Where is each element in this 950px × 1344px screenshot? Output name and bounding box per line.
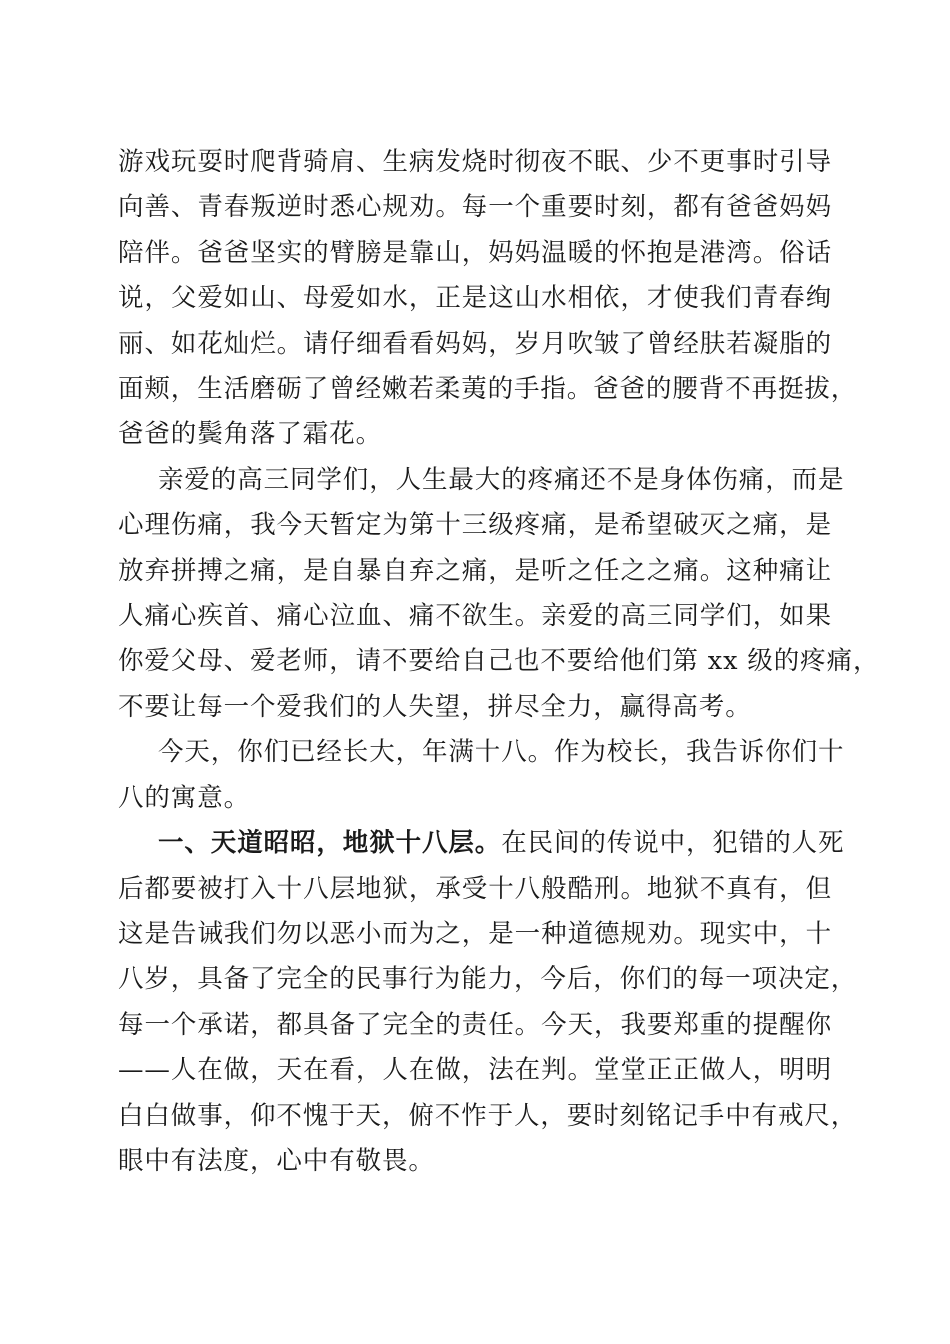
text-line: 八岁，具备了完全的民事行为能力，今后，你们的每一项决定， (118, 964, 858, 995)
text-line: 白白做事，仰不愧于天，俯不怍于人，要时刻铭记手中有戒尺， (118, 1100, 858, 1131)
text-line: 后都要被打入十八层地狱，承受十八般酷刑。地狱不真有，但 (118, 873, 832, 904)
text-line: 每一个承诺，都具备了完全的责任。今天，我要郑重的提醒你 (118, 1009, 832, 1040)
section-heading: 一、天道昭昭，地狱十八层。 (158, 828, 502, 859)
document-body (118, 140, 880, 1184)
text-line: 眼中有法度，心中有敬畏。 (118, 1145, 435, 1176)
paragraph-parents-love (118, 140, 858, 458)
paragraph-section-one (118, 821, 858, 1184)
text-line: 八的寓意。 (118, 782, 251, 813)
text-line: 这是告诫我们勿以恶小而为之，是一种道德规劝。现实中，十 (118, 918, 832, 949)
text-line: 面颊，生活磨砺了曾经嫩若柔荑的手指。爸爸的腰背不再挺拔， (118, 374, 858, 405)
text-line: 说，父爱如山、母爱如水，正是这山水相依，才使我们青春绚 (118, 283, 832, 314)
text-line: 不要让每一个爱我们的人失望，拼尽全力，赢得高考。 (118, 691, 752, 722)
paragraph-pain-level (118, 458, 880, 730)
text-fragment: 在民间的传说中，犯错的人死 (501, 828, 845, 859)
text-line: 陪伴。爸爸坚实的臂膀是靠山，妈妈温暖的怀抱是港湾。俗话 (118, 237, 832, 268)
text-line: 你爱父母、爱老师，请不要给自己也不要给他们第 xx 级的疼痛， (118, 646, 880, 677)
paragraph-coming-of-age (118, 730, 845, 821)
text-line: 丽、如花灿烂。请仔细看看妈妈，岁月吹皱了曾经肤若凝脂的 (118, 328, 832, 359)
text-line: 爸爸的鬓角落了霜花。 (118, 419, 383, 450)
text-line: 心理伤痛，我今天暂定为第十三级疼痛，是希望破灭之痛，是 (118, 510, 832, 541)
text-line: 放弃拼搏之痛，是自暴自弃之痛，是听之任之之痛。这种痛让 (118, 555, 832, 586)
text-line: ——人在做，天在看，人在做，法在判。堂堂正正做人，明明 (118, 1055, 832, 1086)
text-line: 今天，你们已经长大，年满十八。作为校长，我告诉你们十 (158, 737, 845, 768)
text-line: 人痛心疾首、痛心泣血、痛不欲生。亲爱的高三同学们，如果 (118, 601, 832, 632)
text-line: 游戏玩耍时爬背骑肩、生病发烧时彻夜不眠、少不更事时引导 (118, 147, 832, 177)
text-line (118, 821, 845, 866)
text-line: 向善、青春叛逆时悉心规劝。每一个重要时刻，都有爸爸妈妈 (118, 192, 832, 223)
text-line: 亲爱的高三同学们，人生最大的疼痛还不是身体伤痛，而是 (158, 464, 845, 495)
